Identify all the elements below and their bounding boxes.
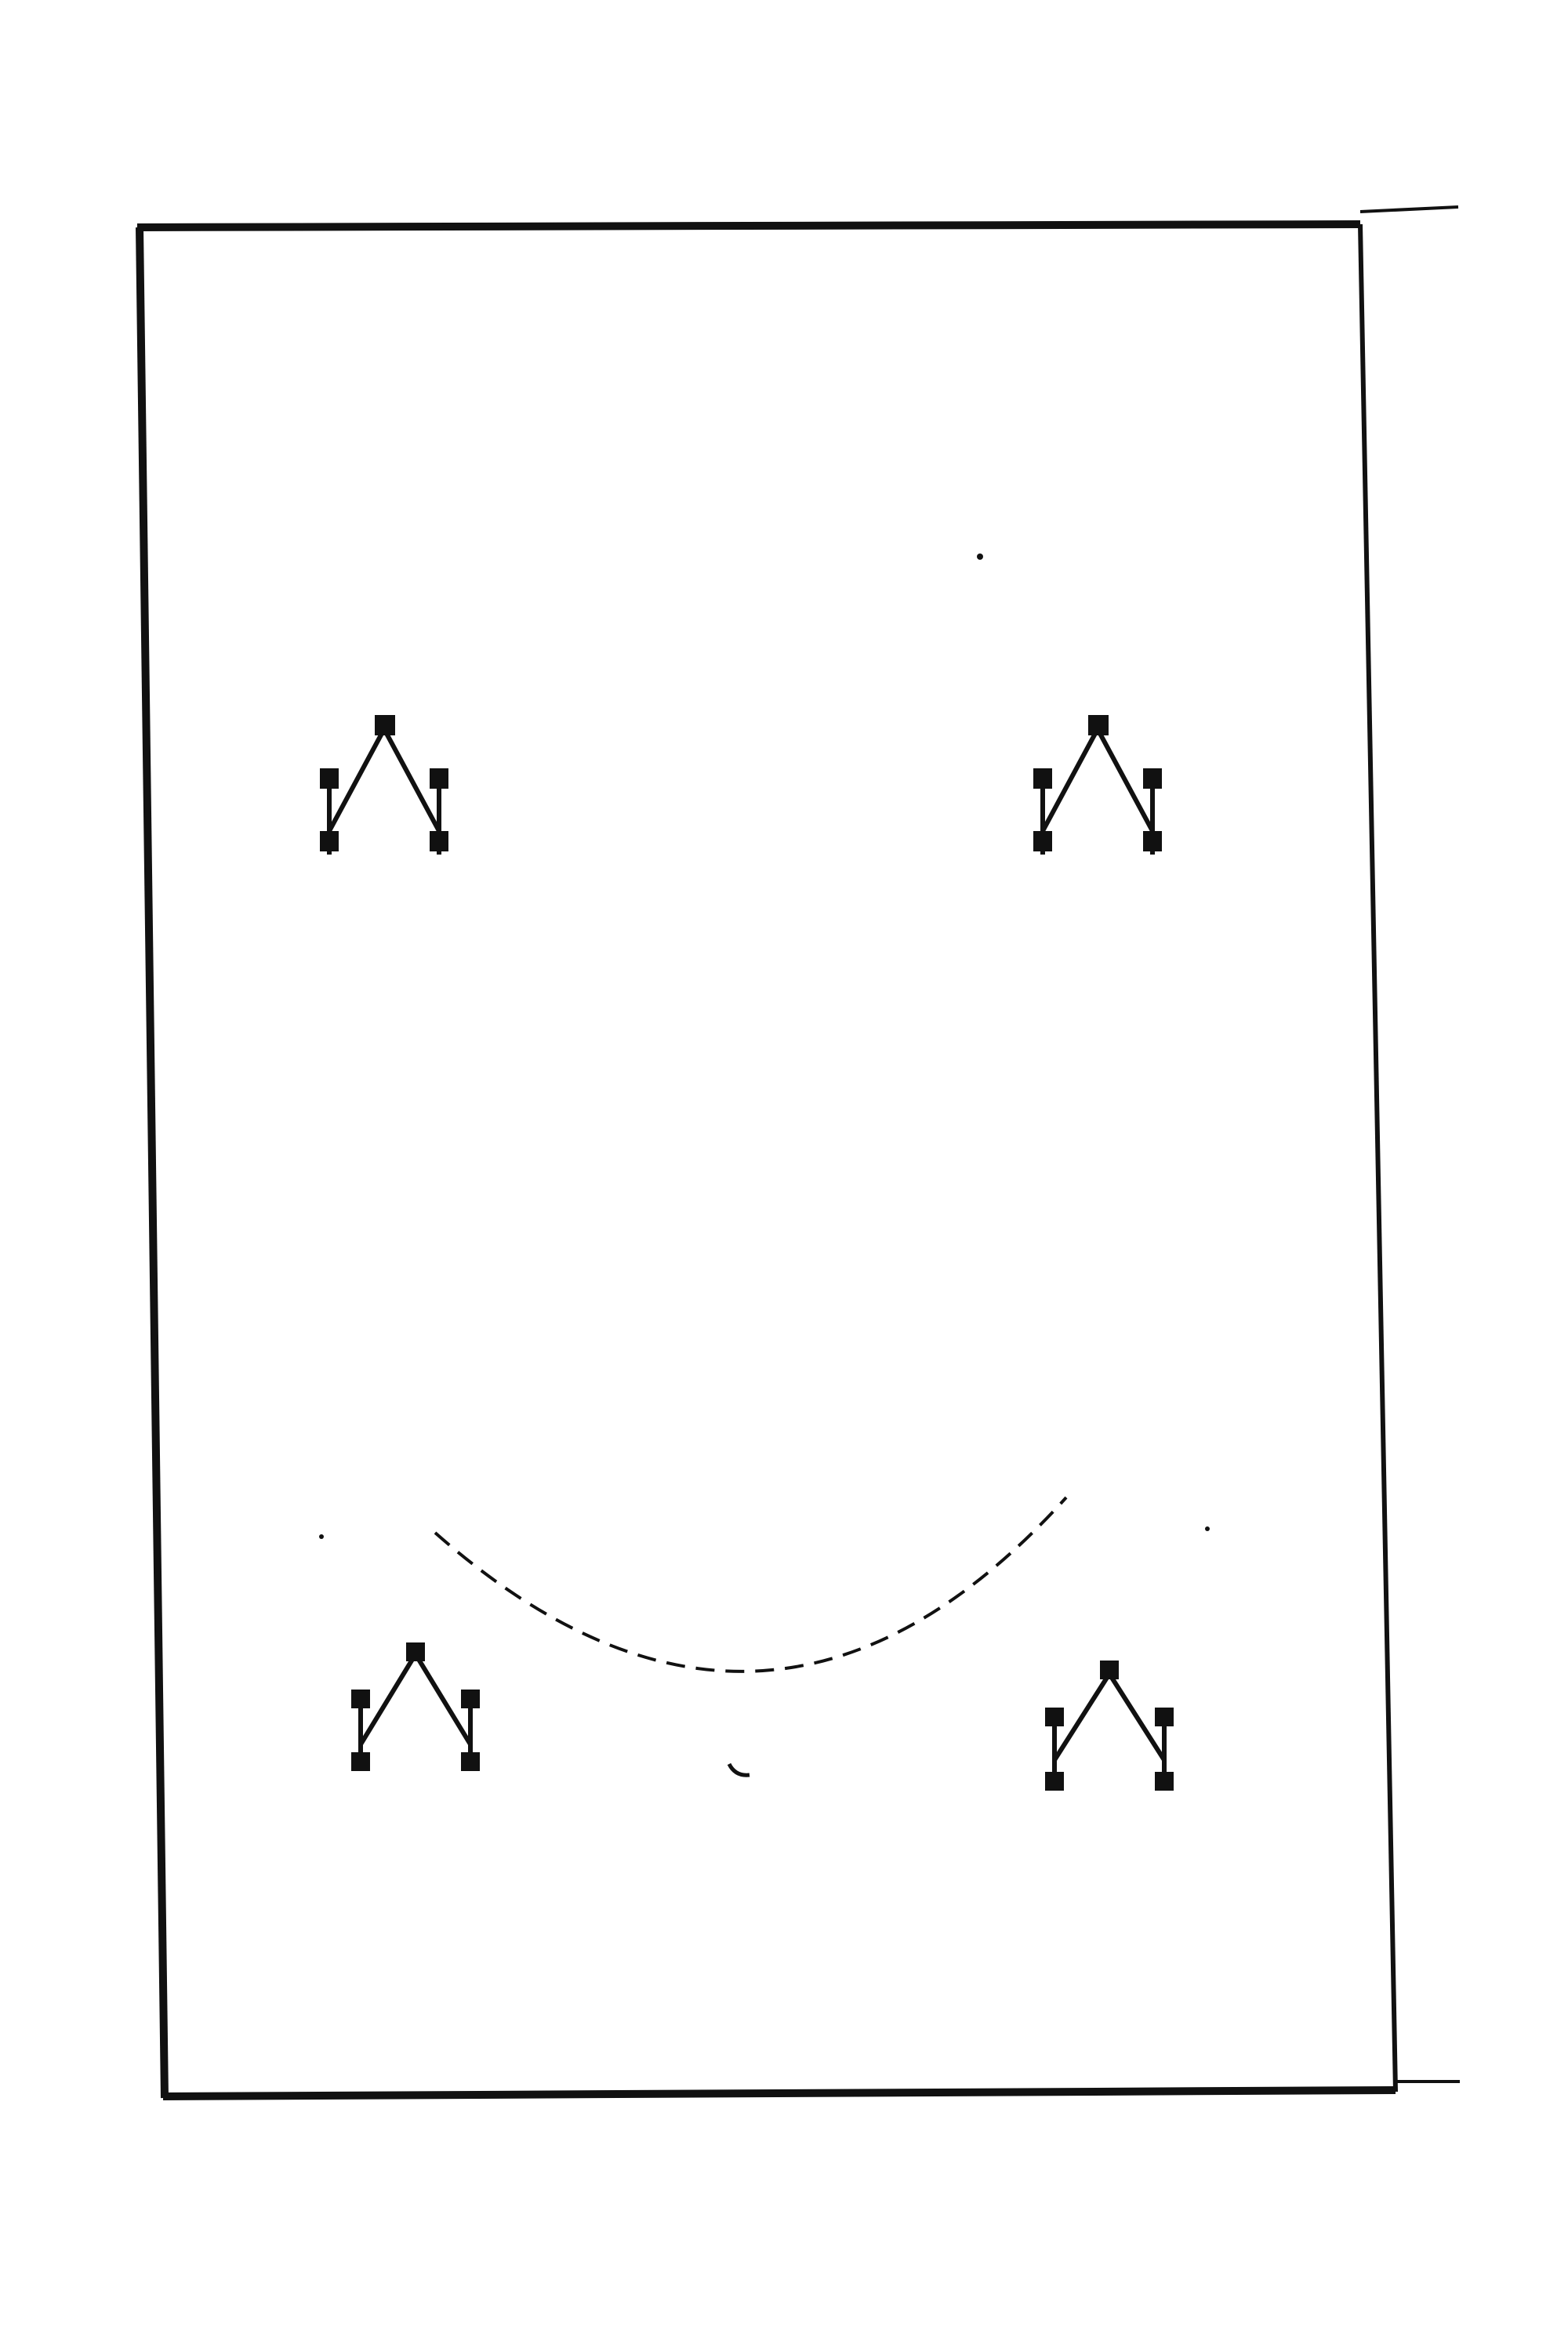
reserve-formation-left — [351, 1642, 480, 1771]
reserve-formation-right — [1045, 1661, 1174, 1791]
flag-formation-right — [1033, 715, 1162, 855]
rear-guard-arc — [435, 1497, 1066, 1671]
flag-formation-left — [320, 715, 448, 855]
page-frame — [137, 207, 1460, 2098]
